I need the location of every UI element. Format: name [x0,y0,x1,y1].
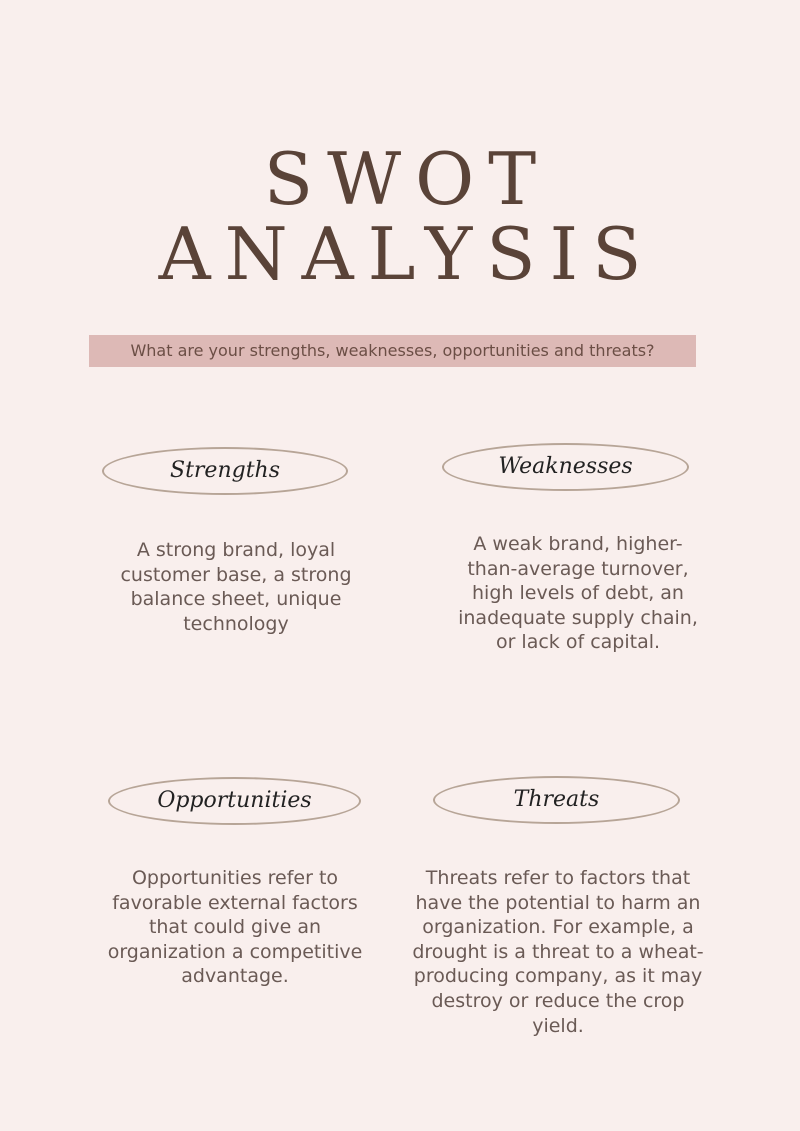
weaknesses-description: A weak brand, higher-than-average turnover, high levels of debt, an inadequate supply chain, or lack of capital. [458,533,698,654]
opportunities-description: Opportunities refer to favorable external factors that could give an organization a competitive advantage. [107,867,363,988]
threats-description: Threats refer to factors that have the potential to harm an organization. For example, a drought is a threat to a wheat-producing company, as it may destroy or reduce the crop yield. [412,867,704,1037]
subtitle-band: What are your strengths, weaknesses, opportunities and threats? [89,335,696,367]
opportunities-label-oval: Opportunities [108,777,361,825]
threats-label-oval: Threats [433,776,680,824]
strengths-label-oval: Strengths [102,447,348,495]
page-title-line-2: ANALYSIS [158,212,656,296]
page-title-line-1: SWOT [263,137,551,221]
weaknesses-label-oval: Weaknesses [442,443,689,491]
strengths-description: A strong brand, loyal customer base, a strong balance sheet, unique technology [120,539,352,635]
